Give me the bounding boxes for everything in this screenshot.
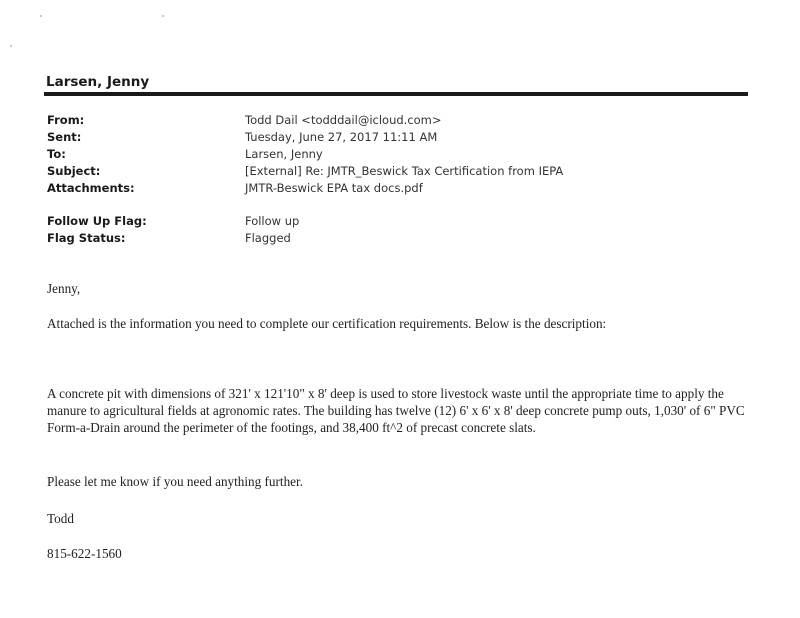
to-value[interactable]: Larsen, Jenny [245, 147, 323, 161]
mailbox-owner-name: Larsen, Jenny [46, 74, 150, 90]
scan-speck [162, 15, 164, 17]
from-value[interactable]: Todd Dail <todddail@icloud.com> [245, 113, 442, 127]
message-greeting: Jenny, [47, 281, 81, 296]
subject-value: [External] Re: JMTR_Beswick Tax Certification from IEPA [245, 164, 564, 178]
follow-up-flag-value: Follow up [245, 214, 300, 228]
subject-label: Subject: [47, 164, 101, 178]
sent-label: Sent: [47, 130, 82, 144]
sent-value: Tuesday, June 27, 2017 11:11 AM [245, 130, 438, 144]
to-label: To: [47, 147, 66, 161]
from-label: From: [47, 113, 85, 127]
message-closing: Please let me know if you need anything further. [47, 474, 303, 489]
message-signature: Todd [47, 511, 74, 526]
flag-status-label: Flag Status: [47, 231, 126, 245]
message-phone: 815-622-1560 [47, 546, 122, 561]
message-intro: Attached is the information you need to complete our certification requirements. Below is the description: [47, 316, 607, 331]
flag-status-value: Flagged [245, 231, 291, 245]
attachments-label: Attachments: [47, 181, 135, 195]
follow-up-flag-label: Follow Up Flag: [47, 214, 147, 228]
message-description: A concrete pit with dimensions of 321' x 121'10" x 8' deep is used to store livestock waste until the appropriate time to apply the manure to agricultural fields at agronomic rates. The building has twelve (12) 6' x 6' x 8' deep concrete pump outs, 1,030' of 6" PVC Form-a-Drain around the perimeter of the footings, and 38,400 ft^2 of precast concrete slats. [47, 386, 745, 435]
header-divider [44, 92, 748, 96]
scan-speck [40, 15, 42, 17]
scan-speck [10, 45, 12, 47]
attachment-file-link[interactable]: JMTR-Beswick EPA tax docs.pdf [245, 181, 423, 195]
